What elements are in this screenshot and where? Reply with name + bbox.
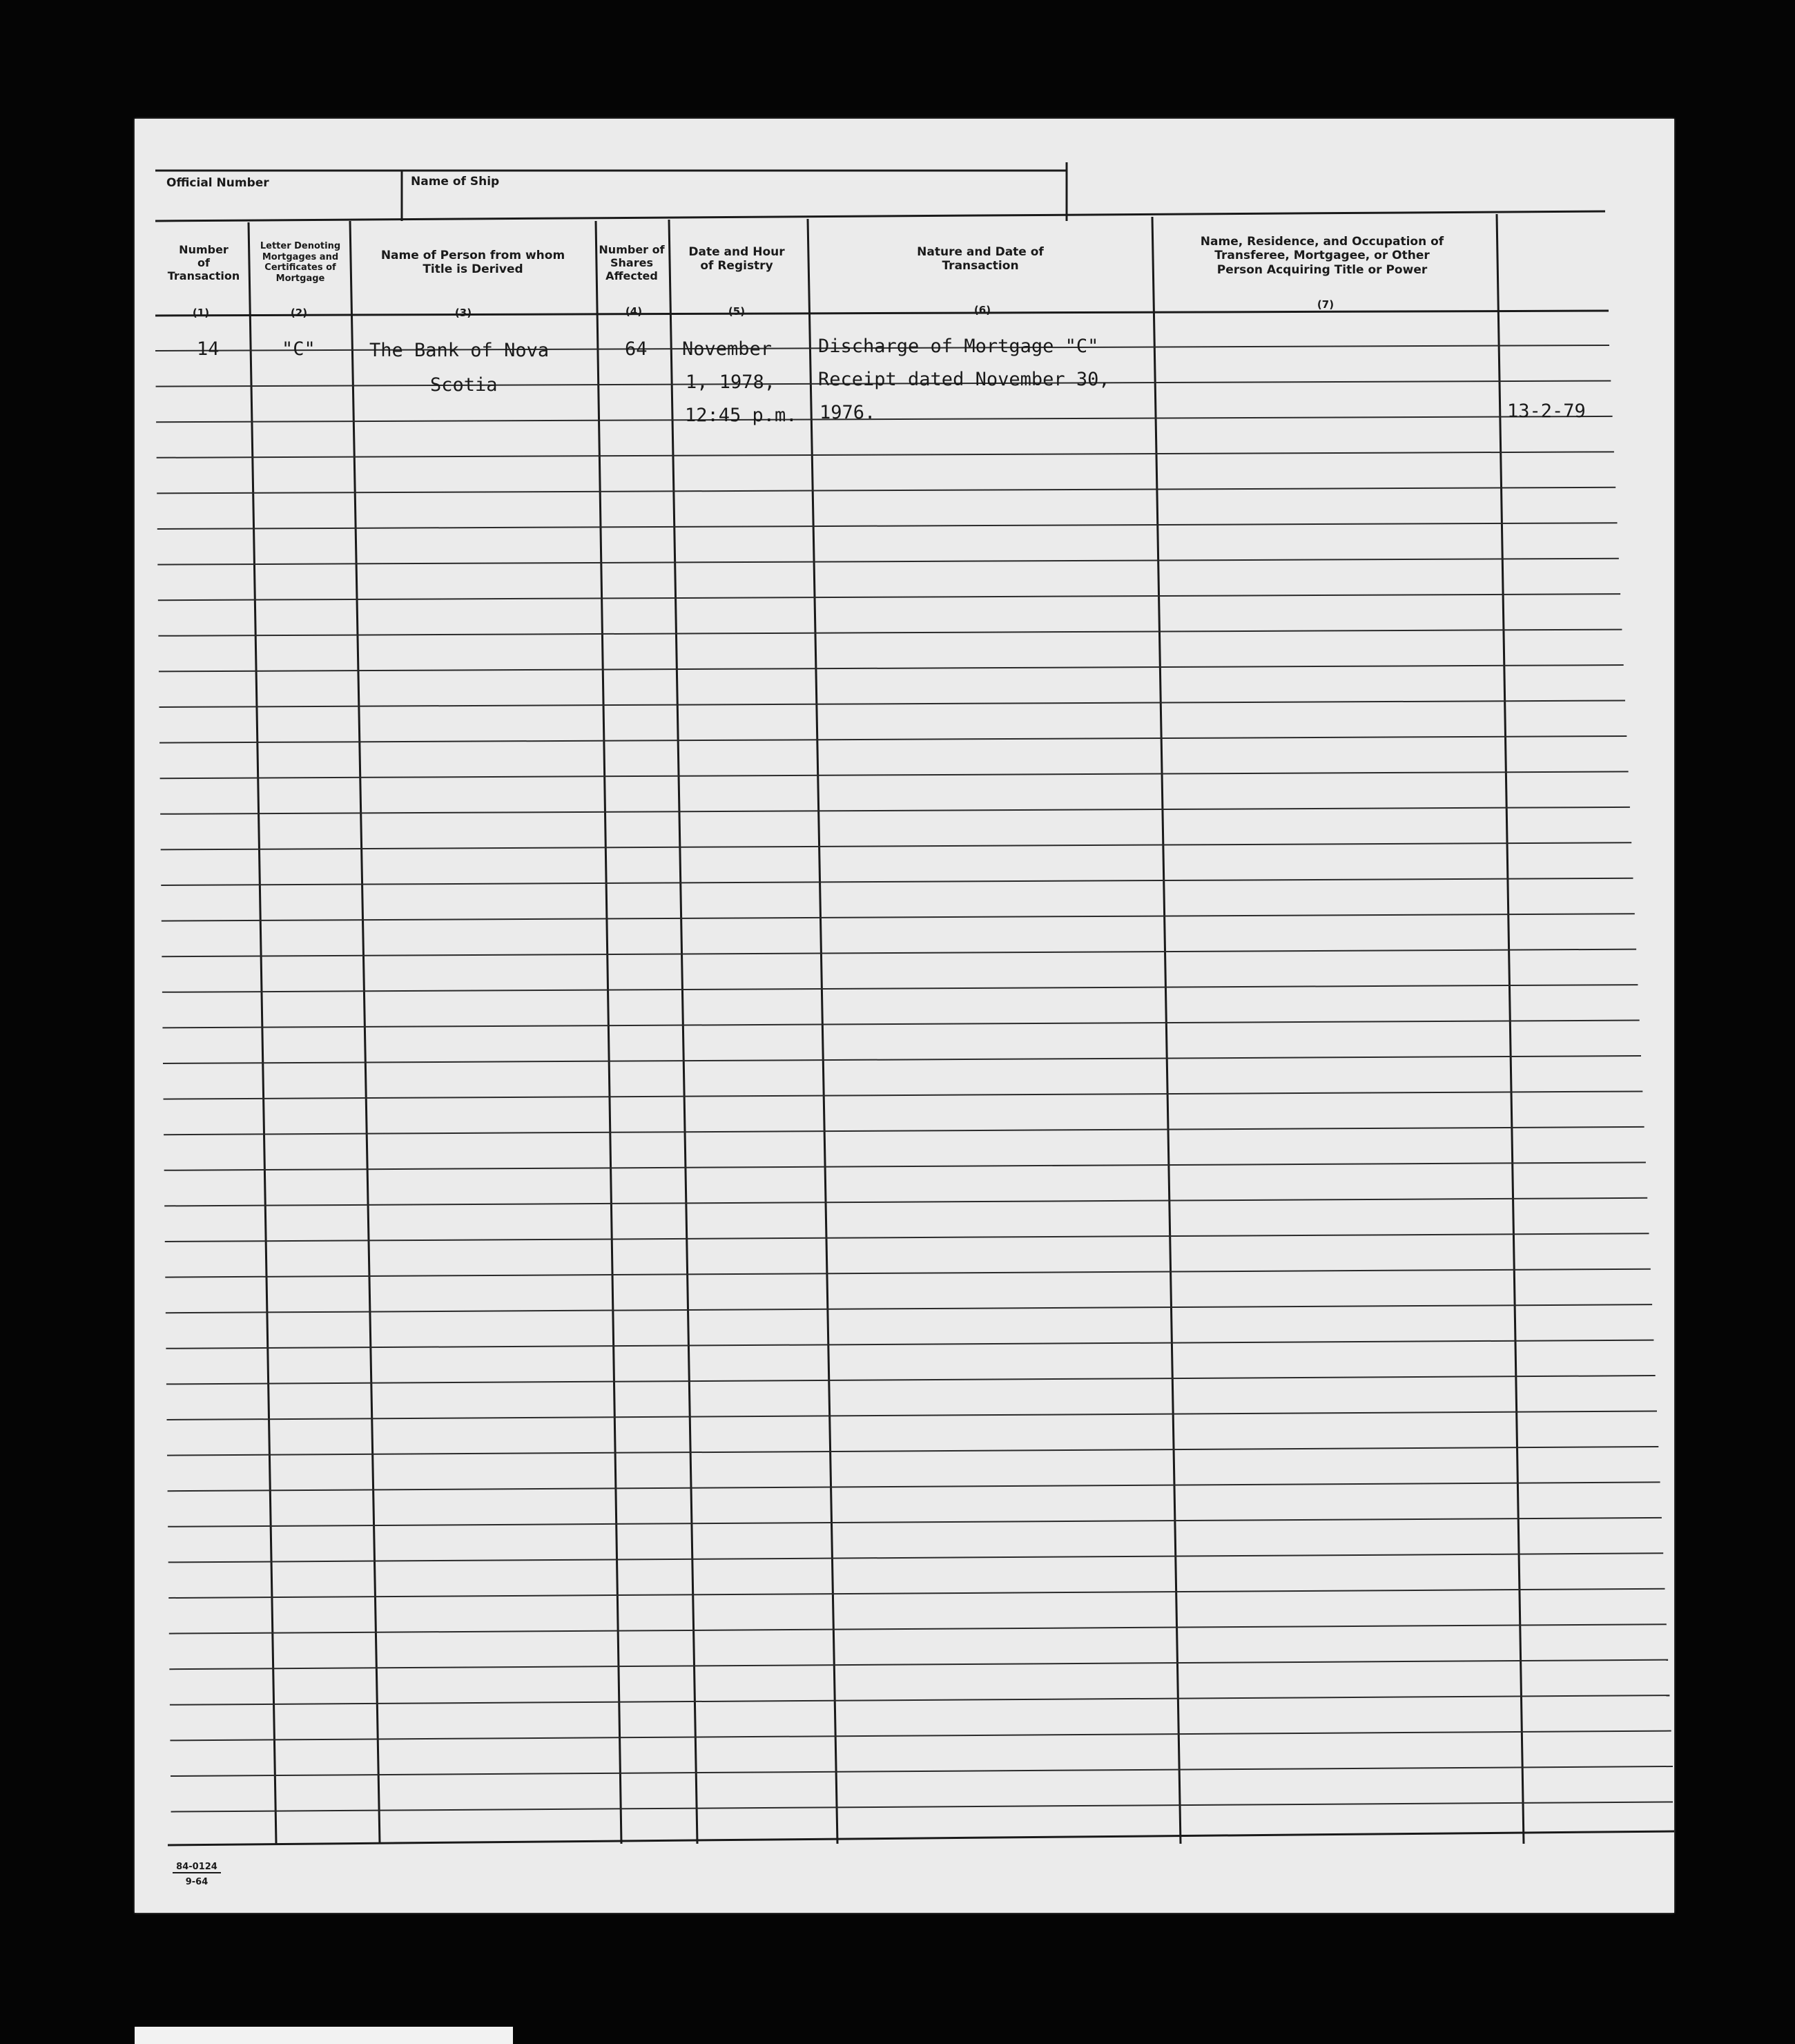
- registry-line-3: 12:45 p.m.: [685, 405, 797, 426]
- ruled-line: [167, 1411, 1658, 1420]
- ruled-line: [171, 1802, 1673, 1811]
- ruled-line: [170, 1695, 1670, 1705]
- ruled-line: [156, 416, 1613, 422]
- ruled-line: [164, 1091, 1643, 1099]
- col-6-heading: Nature and Date of Transaction: [917, 245, 1044, 273]
- ruled-line: [159, 701, 1626, 708]
- ruled-line: [169, 1624, 1667, 1633]
- col-4-heading: Number of Shares Affected: [599, 243, 665, 283]
- from-whom-line-1: The Bank of Nova: [369, 340, 550, 361]
- col-3-heading: Name of Person from whom Title is Derived: [380, 249, 565, 277]
- official-number-label: Official Number: [166, 176, 269, 190]
- ruled-line: [169, 1660, 1668, 1670]
- ruled-line: [159, 665, 1624, 671]
- nature-line-1: Discharge of Mortgage "C": [818, 336, 1099, 357]
- margin-note: 13-2-79: [1507, 401, 1586, 422]
- mortgage-letter: "C": [282, 338, 316, 360]
- ruled-line: [159, 736, 1627, 743]
- ruled-line: [163, 1056, 1641, 1063]
- ruled-line: [162, 914, 1635, 920]
- ruled-line: [168, 1482, 1660, 1491]
- ruled-line: [158, 594, 1620, 600]
- from-whom-line-2: Scotia: [430, 374, 498, 396]
- ruled-line: [166, 1304, 1652, 1313]
- col-6-number: (6): [973, 304, 991, 316]
- ruled-line: [157, 523, 1618, 529]
- ship-register-form: [135, 119, 1674, 1913]
- col-7-heading: Name, Residence, and Occupation of Transferee, Mortgagee, or Other Person Acquiring Title or Power: [1200, 235, 1444, 277]
- ruled-line: [160, 807, 1630, 814]
- ruled-line: [168, 1589, 1665, 1598]
- registry-line-2: 1, 1978,: [686, 372, 776, 393]
- ruled-line: [157, 559, 1619, 565]
- name-of-ship-label: Name of Ship: [411, 175, 500, 189]
- col-2-number: (2): [290, 307, 308, 319]
- ruled-line: [168, 1553, 1664, 1562]
- ruled-line: [171, 1766, 1673, 1776]
- ruled-line: [165, 1269, 1651, 1278]
- nature-line-2: Receipt dated November 30,: [818, 369, 1110, 390]
- nature-line-3: 1976.: [819, 402, 876, 423]
- ruled-line: [167, 1447, 1658, 1456]
- ruled-line: [162, 949, 1636, 957]
- form-date: 9-64: [185, 1877, 208, 1887]
- col-2-heading: Letter Denoting Mortgages and Certificates of Mortgage: [260, 241, 341, 284]
- col-3-number: (3): [454, 307, 472, 319]
- ruled-line: [170, 1731, 1671, 1741]
- ruled-line: [166, 1376, 1656, 1384]
- ruled-line: [161, 842, 1632, 849]
- col-4-number: (4): [625, 305, 643, 318]
- ruled-line: [168, 1518, 1662, 1527]
- ruled-line: [164, 1162, 1646, 1170]
- ruled-line: [162, 1021, 1639, 1028]
- ruled-line: [162, 985, 1638, 992]
- registry-line-1: November: [682, 338, 773, 360]
- shares-affected: 64: [625, 338, 648, 360]
- col-1-heading: Number of Transaction: [167, 243, 240, 283]
- form-number: 84-0124: [173, 1862, 221, 1873]
- ruled-line: [160, 771, 1629, 778]
- col-5-heading: Date and Hour of Registry: [688, 245, 785, 273]
- ruled-line: [164, 1198, 1647, 1206]
- next-page-edge: [135, 2027, 513, 2044]
- ruled-line: [157, 488, 1616, 494]
- ruled-line: [166, 1340, 1653, 1349]
- ruled-line: [158, 630, 1622, 636]
- col-5-number: (5): [728, 305, 746, 318]
- col-1-number: (1): [192, 307, 210, 319]
- ruled-line: [157, 452, 1614, 457]
- col-7-number: (7): [1317, 298, 1335, 311]
- ruled-line: [164, 1127, 1644, 1135]
- ruled-line: [165, 1233, 1649, 1242]
- ruled-line: [161, 878, 1633, 885]
- transaction-number: 14: [197, 338, 220, 360]
